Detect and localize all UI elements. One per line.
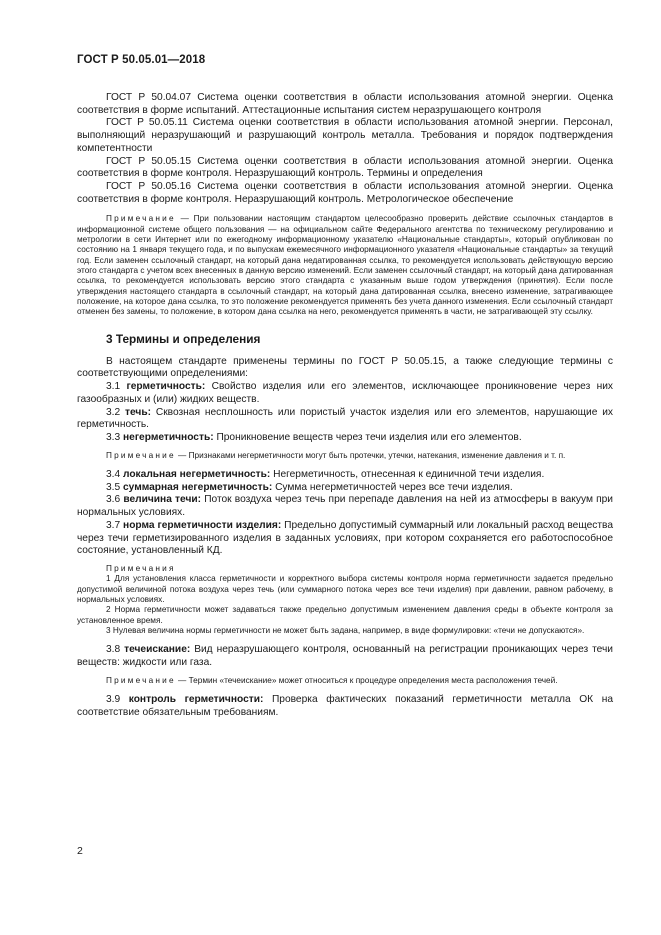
term-definition: Свойство изделия или его элементов, исключающее проникновение через них газообразных и (или) жидких веществ.	[77, 381, 613, 405]
section-intro: В настоящем стандарте применены термины по ГОСТ Р 50.05.15, а также следующие термины с соответствующими определениями:	[77, 355, 613, 380]
term-3-4: 3.4 локальная негерметичность: Негерметичность, отнесенная к единичной течи изделия.	[106, 469, 545, 481]
term-3-8: 3.8 течеискание: Вид неразрушающего контроля, основанный на регистрации проникающих через течи веществ: жидкости или газа.	[77, 644, 613, 669]
term-name: течь:	[125, 406, 151, 418]
page-number: 2	[77, 845, 83, 857]
term-3-6: 3.6 величина течи: Поток воздуха через течь при перепаде давления на ней из атмосферы в вакуум при нормальных условиях.	[77, 494, 613, 519]
term-3-9: 3.9 контроль герметичности: Проверка фактических показаний герметичности металла ОК на соответствие обязательным требованиям.	[77, 694, 613, 718]
note-3-3	[77, 451, 613, 461]
term-name: герметичность:	[126, 381, 206, 393]
term-3-7: 3.7 норма герметичности изделия: Предельно допустимый суммарный или локальный расход вещества через течи герметизированного изделия в заданных условиях, при котором сохраняется его работоспособное состояние, установленный КД.	[77, 519, 613, 557]
reference-item: ГОСТ Р 50.04.07 Система оценки соответствия в области использования атомной энергии. Оценка соответствия в форме испытаний. Аттестационные испытания систем неразрушающего контроля	[77, 92, 613, 116]
note-text: — При пользовании настоящим стандартом целесообразно проверить действие ссылочных стандартов в информационной системе общего пользования — на официальном сайте Федерального агентства по техническому регулированию и метрологии в сети Интернет или по ежегодному информационному указателю «Национальные стандарты», который опубликован по состоянию на 1 января текущего года, и по выпускам ежемесячного информационного указателя «Национальные стандарты» за текущий год. Если заменен ссылочный стандарт, на который дана недатированная ссылка, то рекомендуется использовать действующую версию этого стандарта с учетом всех внесенных в данную версию изменений. Если заменен ссылочный стандарт, на который дана датированная ссылка, то рекомендуется использовать версию этого стандарта с указанным выше годом утверждения (принятия). Если после утверждения настоящего стандарта в ссылочный стандарт, на который дана датированная ссылка, внесено изменение, затрагивающее положение, на которое дана ссылка, то это положение рекомендуется применять без учета данного изменения. Если ссылочный стандарт отменен без замены, то положение, в котором дана ссылка на него, рекомендуется применять в части, не затрагивающей эту ссылку.	[77, 214, 613, 317]
term-name: негерметичность:	[123, 431, 214, 443]
term-name: величина течи:	[123, 494, 202, 506]
term-name: норма герметичности изделия:	[123, 519, 282, 531]
note-text: — Термин «течеискание» может относиться к процедуре определения места расположения течей.	[175, 675, 558, 685]
term-definition: Проверка фактических показаний герметичности металла ОК на соответствие обязательным требованиям.	[77, 694, 613, 718]
reference-item: ГОСТ Р 50.05.11 Система оценки соответствия в области использования атомной энергии. Персонал, выполняющий неразрушающий и разрушающий контроль металла. Требования и порядок подтверждения компетентности	[77, 117, 613, 154]
reference-item: ГОСТ Р 50.05.15 Система оценки соответствия в области использования атомной энергии. Оценка соответствия в форме контроля. Неразрушающий контроль. Термины и определения	[77, 155, 613, 180]
term-3-3: 3.3 негерметичность: Проникновение веществ через течи изделия или его элементов.	[106, 431, 522, 443]
reference-item: ГОСТ Р 50.05.16 Система оценки соответствия в области использования атомной энергии. Оценка соответствия в форме контроля. Неразрушающий контроль. Метрологическое обеспечение	[77, 180, 613, 205]
note-label: Примечание	[106, 214, 176, 224]
term-definition: Предельно допустимый суммарный или локальный расход вещества через течи герметизированного изделия в заданных условиях, при котором сохраняется его работоспособное состояние, установленный КД.	[77, 519, 613, 557]
term-definition: Сквозная несплошность или пористый участок изделия или его элементов, нарушающие их герметичность.	[77, 406, 613, 431]
document-body	[77, 92, 613, 720]
note-3-7-2: 2 Норма герметичности может задаваться также предельно допустимым изменением давления среды в объекте контроля за установленное время.	[77, 605, 613, 625]
section-heading: 3 Термины и определения	[106, 331, 261, 346]
note-label: Примечание	[106, 450, 176, 460]
note-3-7-3: 3 Нулевая величина нормы герметичности не может быть задана, например, в виде формулировки: «течи не допускаются».	[106, 626, 585, 636]
term-name: течеискание:	[124, 644, 191, 656]
term-definition: Сумма негерметичностей через все течи изделия.	[272, 481, 513, 493]
term-3-5: 3.5 суммарная негерметичность: Сумма негерметичностей через все течи изделия.	[106, 481, 513, 493]
note-main	[77, 214, 613, 317]
term-name: контроль герметичности:	[128, 694, 264, 706]
term-definition: Поток воздуха через течь при перепаде давления на ней из атмосферы в вакуум при нормальных условиях.	[77, 494, 613, 519]
term-3-1: 3.1 герметичность: Свойство изделия или его элементов, исключающее проникновение через них газообразных и (или) жидких веществ.	[77, 381, 613, 405]
note-label: Примечание	[106, 675, 176, 685]
term-name: суммарная негерметичность:	[123, 481, 273, 493]
term-name: локальная негерметичность:	[123, 469, 271, 481]
note-text: — Признаками негерметичности могут быть протечки, утечки, натекания, изменение давления и т. п.	[175, 450, 566, 460]
term-definition: Проникновение веществ через течи изделия или его элементов.	[213, 431, 522, 443]
term-3-2: 3.2 течь: Сквозная несплошность или пористый участок изделия или его элементов, нарушающие их герметичность.	[77, 406, 613, 431]
notes-3-7-label: Примечания	[106, 563, 176, 573]
note-3-7-1: 1 Для установления класса герметичности и корректного выбора системы контроля норма герметичности задается предельно допустимой величиной потока воздуха через течь (или суммарного потока через все течи изделия) при давлении, равном рабочему, в нормальных условиях.	[77, 574, 613, 604]
note-3-8	[77, 676, 613, 686]
term-definition: Негерметичность, отнесенная к единичной течи изделия.	[270, 469, 545, 481]
document-header: ГОСТ Р 50.05.01—2018	[77, 54, 206, 66]
term-definition: Вид неразрушающего контроля, основанный на регистрации проникающих через течи веществ: жидкости или газа.	[77, 644, 613, 669]
